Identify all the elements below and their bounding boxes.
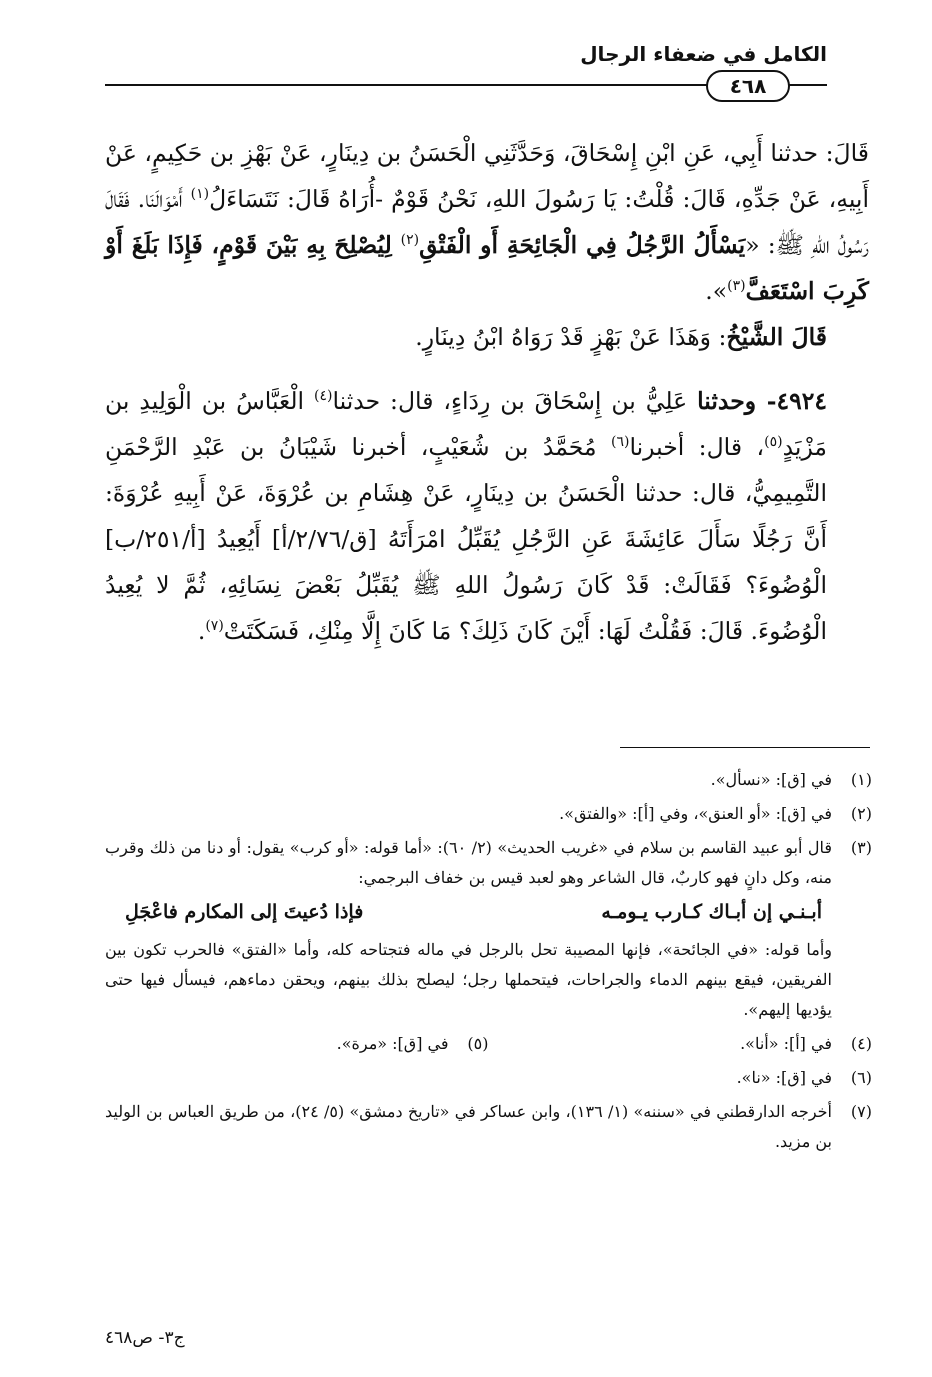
footnote-separator bbox=[620, 747, 870, 748]
text-run: ». bbox=[705, 277, 728, 305]
footnote-text: في [أ]: «أنا». bbox=[740, 1034, 832, 1053]
footnote-number: (٧) bbox=[850, 1102, 872, 1121]
footnote-number: (٦) bbox=[850, 1068, 872, 1087]
footnote-ref-1: (١) bbox=[190, 186, 210, 203]
paragraph-shaykh-comment bbox=[105, 314, 869, 360]
footnote-1 bbox=[105, 765, 872, 795]
footnote-text: في [ق]: «نا». bbox=[736, 1068, 832, 1087]
footnote-text: أخرجه الدارقطني في «سننه» (١/ ١٣٦)، وابن عساكر في «تاريخ دمشق» (٥/ ٢٤)، من طريق العباس بن الوليد بن مزيد. bbox=[105, 1102, 832, 1151]
text-run: مُحَمَّدُ بن شُعَيْبٍ، أخبرنا شَيْبَانُ بن عَبْدِ الرَّحْمَنِ التَّمِيمِيُّ، قال: حدثنا الْحَسَنُ بن دِينَارٍ، عَنْ هِشَامِ بن عُرْوَةَ، عَنْ أَبِيهِ عُرْوَةَ: أَنَّ رَجُلًا سَأَلَ عَائِشَةَ عَنِ الرَّجُلِ يُقَبِّلُ امْرَأَتَهُ [ق/٢/٧٦/أ] أَيُعِيدُ [أ/٢٥١/ب] الْوُضُوءَ؟ فَقَالَتْ: قَدْ كَانَ رَسُولُ اللهِ ﷺ يُقَبِّلُ بَعْضَ نِسَائِهِ، ثُمَّ لا يُعِيدُ الْوُضُوءَ. قَالَ: فَقُلْتُ لَهَا: أَيْنَ كَانَ ذَلِكَ؟ مَا كَانَ إِلَّا مِنْكِ، فَسَكَتَتْ bbox=[105, 433, 827, 645]
footnote-ref-3: (٣) bbox=[727, 278, 746, 295]
footnote-7 bbox=[105, 1097, 872, 1157]
text-run: . bbox=[197, 617, 206, 645]
footnote-ref-6: (٦) bbox=[610, 434, 630, 451]
paragraph-hadith-4924 bbox=[105, 378, 869, 654]
text-run: أَمْوَالَنَا. فَقَالَ رَسُولُ اللهِ ﷺ: « bbox=[105, 185, 869, 259]
footnote-ref-4: (٤) bbox=[314, 388, 333, 405]
footnote-6 bbox=[105, 1063, 872, 1093]
hadith-matn: لِيُصْلِحَ بِهِ بَيْنَ قَوْمٍ، فَإِذَا بَلَغَ أَوْ كَرِبَ اسْتَعَفَّ bbox=[105, 231, 869, 305]
footnote-ref-5: (٥) bbox=[764, 434, 783, 451]
text-run: قَالَ: حدثنا أَبِي، عَنِ ابْنِ إِسْحَاقَ، وَحَدَّثَنِي الْحَسَنُ بن دِينَارٍ، عَنْ بَهْزِ بن حَكِيمٍ، عَنْ أَبِيهِ، عَنْ جَدِّهِ، قَالَ: قُلْتُ: يَا رَسُولَ اللهِ، نَحْنُ قَوْمٌ -أُرَاهُ قَالَ: نَتَسَاءَلُ bbox=[105, 139, 869, 213]
footnote-number: (٢) bbox=[850, 804, 872, 823]
hadith-number: ٤٩٢٤- وحدثنا bbox=[697, 387, 827, 415]
hadith-matn: يَسْأَلُ الرَّجُلُ فِي الْجَائِحَةِ أَو الْفَتْقِ bbox=[419, 231, 746, 259]
footnote-row-4-5 bbox=[105, 1029, 872, 1059]
text-run: الْعَبَّاسُ بن الْوَلِيدِ بن مَزْيَدٍ bbox=[105, 387, 827, 461]
footnote-text: في [ق]: «مرة». bbox=[336, 1034, 449, 1053]
verse-first-hemistich: أبـنـي إن أبـاك كـارب يـومـه bbox=[601, 901, 822, 923]
running-header-title: الكامل في ضعفاء الرجال bbox=[580, 42, 827, 66]
footnote-ref-7: (٧) bbox=[205, 618, 224, 635]
footnote-ref-2: (٢) bbox=[400, 232, 420, 249]
footnote-body bbox=[105, 833, 832, 1025]
footnote-number: (٤) bbox=[850, 1034, 872, 1053]
footnote-number: (٥) bbox=[467, 1034, 489, 1053]
footnote-text-continued: وأما قوله: «في الجائحة»، فإنها المصيبة تحل بالرجل في ماله فتجتاحه كله، وأما «الفتق» فالحرب تكون بين الفريقين، فيقع بينهم الدماء والجراحات، فيتحملها رجل؛ ليصلح بذلك بينهم، ويحقن دماءهم، فيسأل فيها حتى يؤديها إليهم». bbox=[105, 940, 832, 1019]
main-text bbox=[105, 130, 869, 654]
footnotes bbox=[105, 765, 872, 1161]
page-number-badge bbox=[706, 70, 790, 102]
footnote-3 bbox=[105, 833, 872, 1025]
page-number: ٤٦٨ bbox=[729, 74, 767, 98]
footnote-number: (٣) bbox=[850, 838, 872, 857]
paragraph-hadith-1 bbox=[105, 130, 869, 314]
footnote-text: في [ق]: «نسأل». bbox=[710, 770, 832, 789]
text-run: عَلِيُّ بن إِسْحَاقَ بن رِدَاءٍ، قال: حدثنا bbox=[332, 387, 698, 415]
footnote-5 bbox=[105, 1029, 489, 1059]
poetry-verse bbox=[105, 897, 832, 927]
volume-page-footer: ج٣- ص٤٦٨ bbox=[105, 1328, 185, 1348]
verse-second-hemistich: فإذا دُعيتَ إلى المكارم فاعْجَلِ bbox=[125, 901, 364, 923]
footnote-4 bbox=[489, 1029, 873, 1059]
text-run: : وَهَذَا عَنْ بَهْزٍ قَدْ رَوَاهُ ابْنُ دِينَارٍ. bbox=[415, 323, 727, 351]
footnote-text: في [ق]: «أو العنق»، وفي [أ]: «والفتق». bbox=[559, 804, 832, 823]
footnote-number: (١) bbox=[850, 770, 872, 789]
text-run: ، قال: أخبرنا bbox=[629, 433, 765, 461]
footnote-text: قال أبو عبيد القاسم بن سلام في «غريب الحديث» (٢/ ٦٠): «أما قوله: «أو كرب» يقول: أو دنا من ذلك وقرب منه، وكل دانٍ فهو كاربٌ، قال الشاعر وهو لعبد قيس بن خفاف البرجمي: bbox=[105, 838, 833, 887]
shaykh-label: قَالَ الشَّيْخُ bbox=[726, 323, 827, 351]
footnote-2 bbox=[105, 799, 872, 829]
